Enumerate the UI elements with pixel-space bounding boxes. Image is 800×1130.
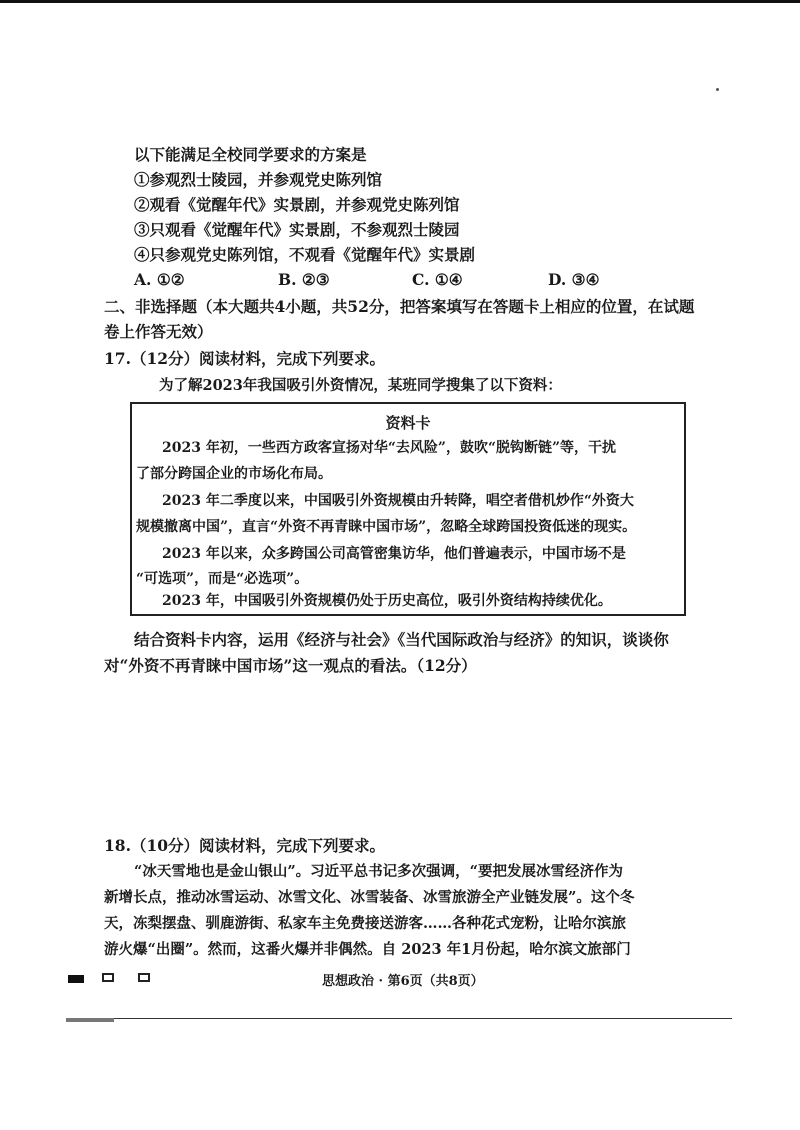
section-two-heading-cont: 卷上作答无效） [104,322,213,341]
q18-line-3: 天，冻梨摆盘、驯鹿游街、私家车主免费接送游客……各种花式宠粉，让哈尔滨旅 [104,915,626,932]
q18-heading: 18.（10分）阅读材料，完成下列要求。 [104,836,386,855]
info-card [130,402,686,616]
q17-task-line-2: 对“外资不再青睐中国市场”这一观点的看法。（12分） [104,656,477,675]
square-mark-icon [102,973,114,982]
q17-task-line-1: 结合资料卡内容，运用《经济与社会》《当代国际政治与经济》的知识，谈谈你 [134,630,669,649]
section-two-heading: 二、非选择题（本大题共4小题，共52分，把答案填写在答题卡上相应的位置，在试题 [104,297,695,316]
q17-heading: 17.（12分）阅读材料，完成下列要求。 [104,349,386,368]
question-stem: 以下能满足全校同学要求的方案是 [134,145,367,164]
info-card-title: 资料卡 [385,414,431,432]
option-d: D. ③④ [548,270,600,289]
barcode-mark-icon [68,975,84,983]
card-line-4: 规模撤离中国”，直言“外资不再青睐中国市场”，忽略全球跨国投资低迷的现实。 [136,519,637,535]
statement-2: ②观看《觉醒年代》实景剧，并参观党史陈列馆 [134,195,460,214]
scan-speck [716,88,719,91]
card-line-3: 2023 年二季度以来，中国吸引外资规模由升转降，唱空者借机炒作“外资大 [162,493,634,509]
bottom-rule [66,1018,732,1019]
top-border [0,0,800,3]
q18-line-2: 新增长点，推动冰雪运动、冰雪文化、冰雪装备、冰雪旅游全产业链发展”。这个冬 [104,889,635,906]
card-line-5: 2023 年以来，众多跨国公司高管密集访华，他们普遍表示，中国市场不是 [162,546,626,562]
q17-intro: 为了解2023年我国吸引外资情况，某班同学搜集了以下资料： [159,377,562,394]
statement-4: ④只参观党史陈列馆，不观看《觉醒年代》实景剧 [134,245,476,264]
card-line-1: 2023 年初，一些西方政客宣扬对华“去风险”，鼓吹“脱钩断链”等，干扰 [162,440,617,456]
q18-line-1: “冰天雪地也是金山银山”。习近平总书记多次强调，“要把发展冰雪经济作为 [134,863,624,880]
card-line-2: 了部分跨国企业的市场化布局。 [136,466,332,482]
option-a: A. ①② [134,270,185,289]
statement-3: ③只观看《觉醒年代》实景剧，不参观烈士陵园 [134,220,460,239]
bottom-rule-accent [66,1018,114,1022]
q18-line-4: 游火爆“出圈”。然而，这番火爆并非偶然。自 2023 年1月份起，哈尔滨文旅部门 [104,941,631,958]
statement-1: ①参观烈士陵园，并参观党史陈列馆 [134,170,383,189]
card-line-6: “可选项”，而是“必选项”。 [136,571,309,587]
square-mark-icon [138,973,150,982]
option-c: C. ①④ [412,270,463,289]
option-b: B. ②③ [278,270,330,289]
page-footer: 思想政治 · 第6页（共8页） [322,974,484,989]
card-line-7: 2023 年，中国吸引外资规模仍处于历史高位，吸引外资结构持续优化。 [162,593,612,609]
